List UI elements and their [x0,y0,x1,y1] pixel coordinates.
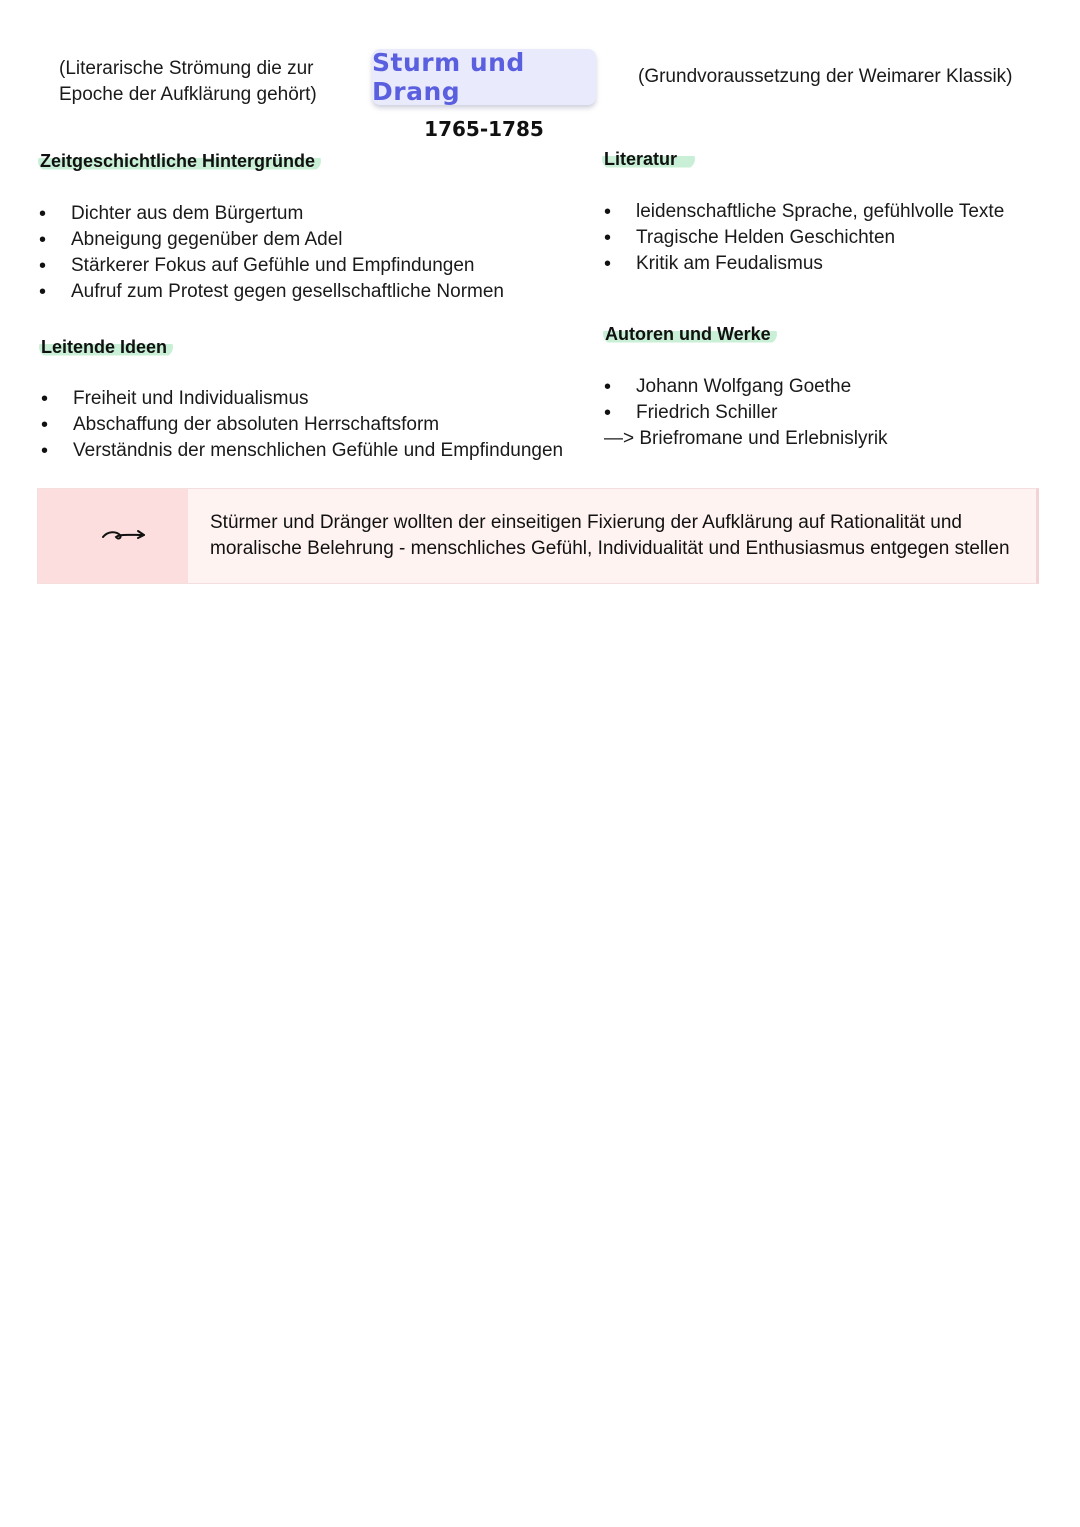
page-title: Sturm und Drang [372,48,525,106]
section-ideen [39,337,173,358]
list-item: • Abschaffung der absoluten Herrschaftsform [41,412,563,438]
callout-text: Stürmer und Dränger wollten der einseitigen Fixierung der Aufklärung auf Rationalität und moralische Belehrung - menschliches Gefühl, Individualität und Enthusiasmus entgegen stellen [210,512,1010,559]
section-heading: Zeitgeschichtliche Hintergründe [38,151,321,171]
list-item: • Freiheit und Individualismus [41,386,563,412]
list-item: • Abneigung gegenüber dem Adel [39,227,504,253]
list-item: • Johann Wolfgang Goethe [604,374,851,400]
list-item: • Aufruf zum Protest gegen gesellschaftliche Normen [39,279,504,305]
list-ideen [41,386,563,464]
list-item: • Friedrich Schiller [604,400,851,426]
section-literatur [602,149,695,170]
right-note: (Grundvoraussetzung der Weimarer Klassik) [638,66,1013,87]
list-item: • Stärkerer Fokus auf Gefühle und Empfindungen [39,253,504,279]
callout-box [37,488,1039,584]
list-item: • Verständnis der menschlichen Gefühle und Empfindungen [41,438,563,464]
list-literatur [604,199,1004,277]
section-heading: Autoren und Werke [603,324,777,344]
title-box [372,49,596,105]
section-zeitgeschichte [38,151,321,172]
arrow-line: —> Briefromane und Erlebnislyrik [604,428,888,449]
list-item: • Kritik am Feudalismus [604,251,1004,277]
list-autoren [604,374,851,426]
list-item: • Tragische Helden Geschichten [604,225,1004,251]
section-heading: Leitende Ideen [39,337,173,357]
section-autoren [603,324,777,345]
list-item: • leidenschaftliche Sprache, gefühlvolle Texte [604,199,1004,225]
callout-side-panel [38,489,188,583]
list-zeitgeschichte [39,201,504,305]
section-heading: Literatur [602,149,695,169]
list-item: • Dichter aus dem Bürgertum [39,201,504,227]
years: 1765-1785 [424,117,544,141]
left-note: (Literarische Strömung die zur Epoche der Aufklärung gehört) [59,58,317,105]
arrow-icon [100,525,148,545]
